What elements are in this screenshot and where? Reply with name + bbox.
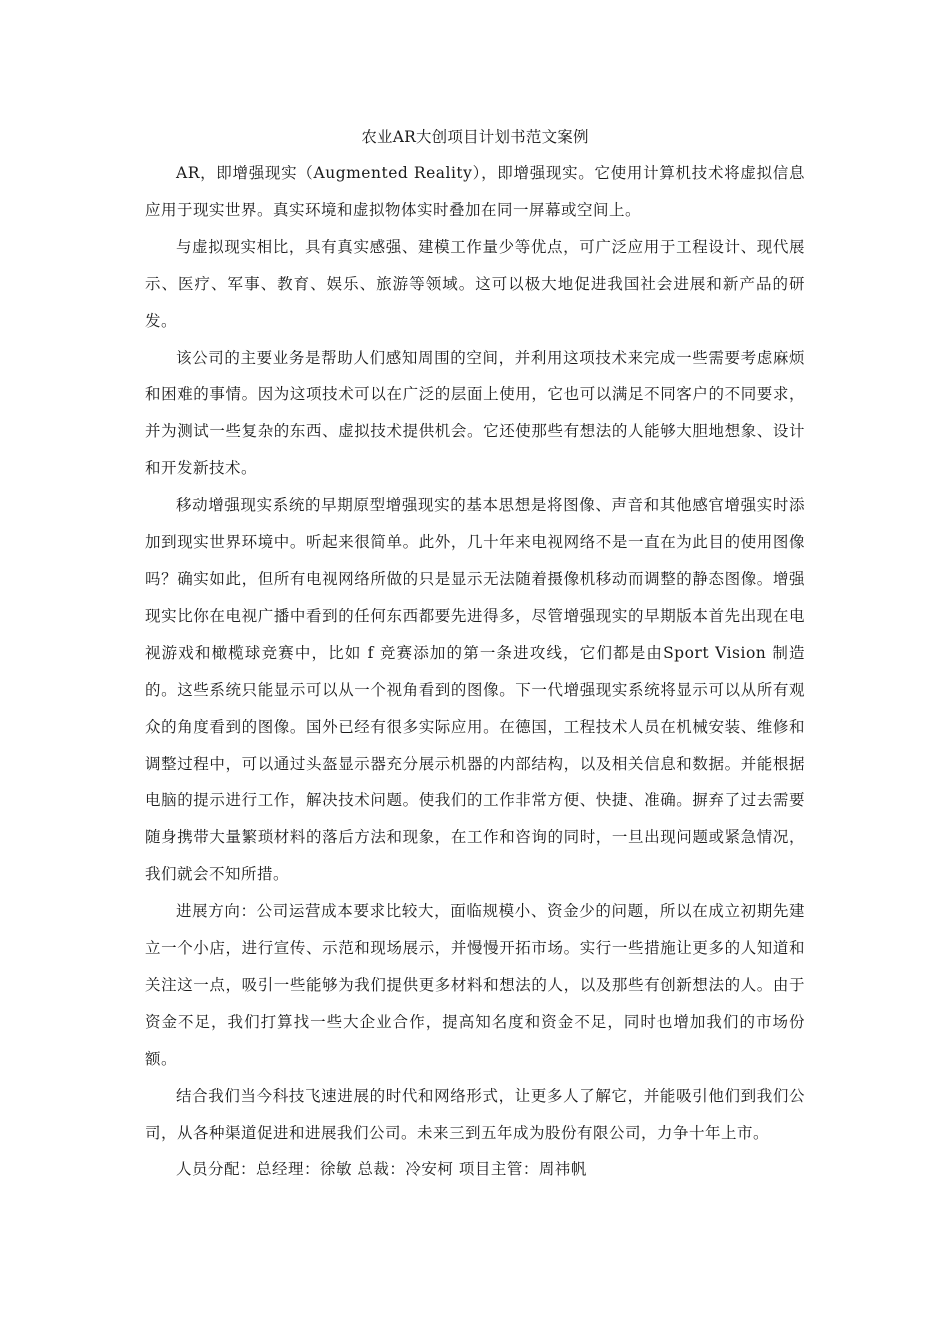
paragraph-future-plan: 结合我们当今科技飞速进展的时代和网络形式，让更多人了解它，并能吸引他们到我们公司，从各种渠道促进和进展我们公司。未来三到五年成为股份有限公司，力争十年上市。 — [145, 1086, 805, 1142]
document-title: 农业AR大创项目计划书范文案例 — [361, 128, 589, 146]
paragraph-development-direction: 进展方向：公司运营成本要求比较大，面临规模小、资金少的问题，所以在成立初期先建立一个小店，进行宣传、示范和现场展示，并慢慢开拓市场。实行一些措施让更多的人知道和关注这一点，吸引一些能够为我们提供更多材料和想法的人，以及那些有创新想法的人。由于资金不足，我们打算找一些大企业合作，提高知名度和资金不足，同时也增加我们的市场份额。 — [145, 902, 805, 1068]
paragraph-advantages: 与虚拟现实相比，具有真实感强、建模工作量少等优点，可广泛应用于工程设计、现代展示、医疗、军事、教育、娱乐、旅游等领域。这可以极大地促进我国社会进展和新产品的研发。 — [145, 237, 805, 330]
paragraph-staff-allocation: 人员分配：总经理：徐敏 总裁：冷安柯 项目主管：周祎帆 — [176, 1160, 587, 1179]
paragraph-ar-definition: AR，即增强现实（Augmented Reality），即增强现实。它使用计算机技术将虚拟信息应用于现实世界。真实环境和虚拟物体实时叠加在同一屏幕或空间上。 — [145, 164, 805, 219]
paragraph-early-prototype: 移动增强现实系统的早期原型增强现实的基本思想是将图像、声音和其他感官增强实时添加到现实世界环境中。听起来很简单。此外，几十年来电视网络不是一直在为此目的使用图像吗？确实如此，但所有电视网络所做的只是显示无法随着摄像机移动而调整的静态图像。增强现实比你在电视广播中看到的任何东西都要先进得多，尽管增强现实的早期版本首先出现在电视游戏和橄榄球竞赛中，比如 f 竞赛添加的第一条进攻线，它们都是由Sport Vision 制造的。这些系统只能显示可以从一个视角看到的图像。下一代增强现实系统将显示可以从所有观众的角度看到的图像。国外已经有很多实际应用。在德国，工程技术人员在机械安装、维修和调整过程中，可以通过头盔显示器充分展示机器的内部结构，以及相关信息和数据。并能根据电脑的提示进行工作，解决技术问题。使我们的工作非常方便、快捷、准确。摒弃了过去需要随身携带大量繁琐材料的落后方法和现象，在工作和咨询的同时，一旦出现问题或紧急情况，我们就会不知所措。 — [145, 496, 805, 884]
document-body — [145, 155, 805, 1188]
paragraph-main-business: 该公司的主要业务是帮助人们感知周围的空间，并利用这项技术来完成一些需要考虑麻烦和困难的事情。因为这项技术可以在广泛的层面上使用，它也可以满足不同客户的不同要求，并为测试一些复杂的东西、虚拟技术提供机会。它还使那些有想法的人能够大胆地想象、设计和开发新技术。 — [145, 348, 805, 478]
